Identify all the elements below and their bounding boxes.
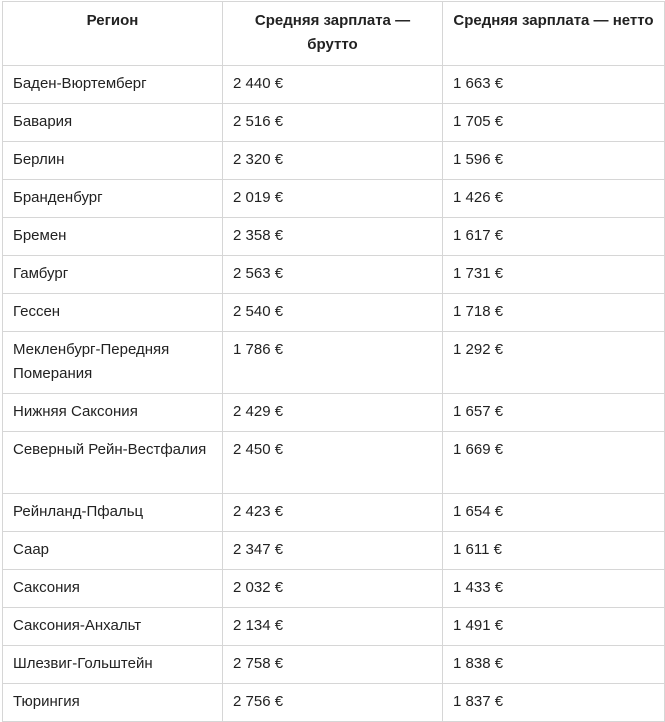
table-row	[3, 646, 665, 684]
cell-region: Северный Рейн-Вестфалия	[3, 432, 223, 494]
table-row	[3, 332, 665, 394]
cell-region: Гессен	[3, 294, 223, 332]
table-body	[3, 66, 665, 722]
cell-net: 1 838 €	[443, 646, 665, 684]
cell-region: Шлезвиг-Гольштейн	[3, 646, 223, 684]
table-row	[3, 394, 665, 432]
cell-net: 1 718 €	[443, 294, 665, 332]
cell-net: 1 433 €	[443, 570, 665, 608]
cell-net: 1 837 €	[443, 684, 665, 722]
header-region: Регион	[3, 2, 223, 66]
cell-net: 1 663 €	[443, 66, 665, 104]
cell-net: 1 654 €	[443, 494, 665, 532]
cell-net: 1 657 €	[443, 394, 665, 432]
cell-region: Тюрингия	[3, 684, 223, 722]
cell-gross: 2 423 €	[223, 494, 443, 532]
cell-region: Саар	[3, 532, 223, 570]
cell-gross: 2 347 €	[223, 532, 443, 570]
cell-region: Бранденбург	[3, 180, 223, 218]
cell-gross: 2 019 €	[223, 180, 443, 218]
cell-gross: 2 450 €	[223, 432, 443, 494]
cell-net: 1 705 €	[443, 104, 665, 142]
cell-net: 1 491 €	[443, 608, 665, 646]
cell-region: Мекленбург-Передняя Померания	[3, 332, 223, 394]
cell-gross: 2 758 €	[223, 646, 443, 684]
table-row	[3, 608, 665, 646]
cell-region: Берлин	[3, 142, 223, 180]
cell-region: Бремен	[3, 218, 223, 256]
cell-gross: 2 320 €	[223, 142, 443, 180]
cell-region: Нижняя Саксония	[3, 394, 223, 432]
cell-gross: 2 516 €	[223, 104, 443, 142]
table-row	[3, 66, 665, 104]
table-row	[3, 684, 665, 722]
table-row	[3, 256, 665, 294]
table-header-row	[3, 2, 665, 66]
cell-net: 1 731 €	[443, 256, 665, 294]
header-gross-salary: Средняя зарплата — брутто	[223, 2, 443, 66]
cell-region: Бавария	[3, 104, 223, 142]
cell-gross: 2 756 €	[223, 684, 443, 722]
cell-gross: 2 134 €	[223, 608, 443, 646]
cell-region: Рейнланд-Пфальц	[3, 494, 223, 532]
cell-net: 1 292 €	[443, 332, 665, 394]
salary-table	[2, 1, 665, 722]
table-row	[3, 142, 665, 180]
table-row	[3, 432, 665, 494]
cell-net: 1 596 €	[443, 142, 665, 180]
header-net-salary: Средняя зарплата — нетто	[443, 2, 665, 66]
table-row	[3, 532, 665, 570]
cell-region: Саксония	[3, 570, 223, 608]
cell-net: 1 426 €	[443, 180, 665, 218]
table-row	[3, 180, 665, 218]
cell-gross: 2 563 €	[223, 256, 443, 294]
cell-gross: 2 032 €	[223, 570, 443, 608]
table-row	[3, 218, 665, 256]
cell-region: Саксония-Анхальт	[3, 608, 223, 646]
table-row	[3, 570, 665, 608]
cell-region: Баден-Вюртемберг	[3, 66, 223, 104]
cell-gross: 2 540 €	[223, 294, 443, 332]
cell-region: Гамбург	[3, 256, 223, 294]
cell-gross: 2 440 €	[223, 66, 443, 104]
cell-net: 1 669 €	[443, 432, 665, 494]
cell-gross: 1 786 €	[223, 332, 443, 394]
cell-net: 1 611 €	[443, 532, 665, 570]
cell-gross: 2 429 €	[223, 394, 443, 432]
cell-gross: 2 358 €	[223, 218, 443, 256]
table-row	[3, 104, 665, 142]
cell-net: 1 617 €	[443, 218, 665, 256]
table-row	[3, 294, 665, 332]
table-row	[3, 494, 665, 532]
